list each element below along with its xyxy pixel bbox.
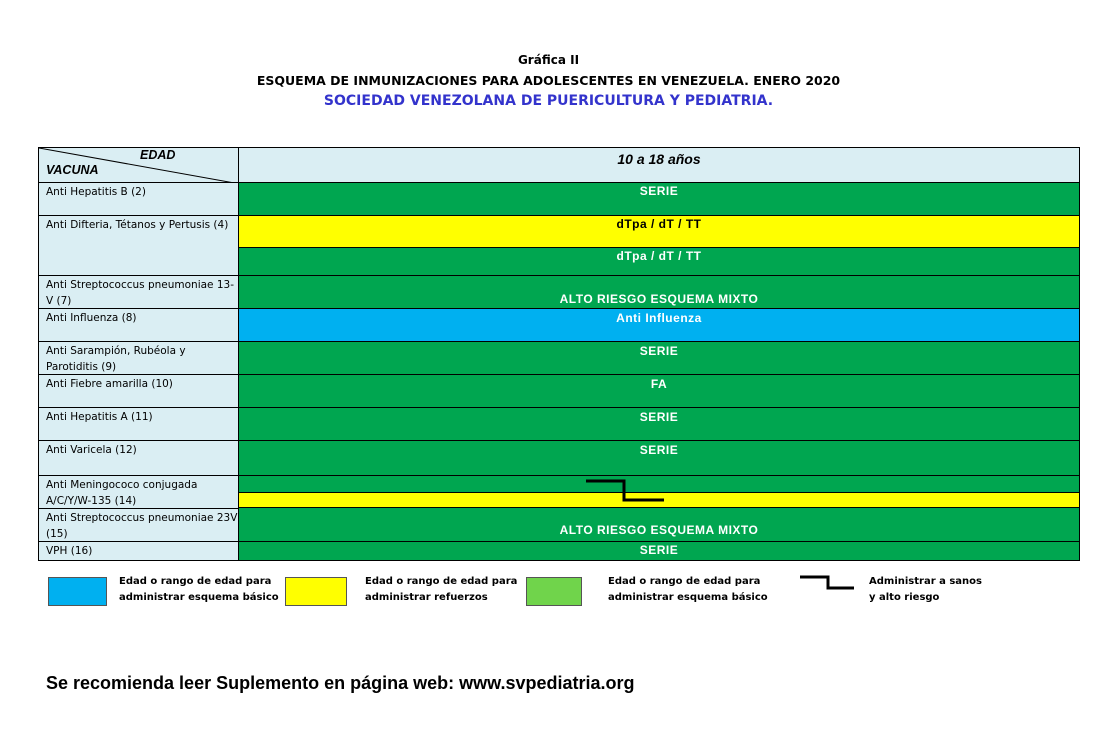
schedule-bar-dtpa-basic: dTpa / dT / TT [238, 247, 1080, 276]
vaccine-label: Anti Streptococcus pneumoniae 13-V (7) [38, 275, 239, 309]
vaccine-label: Anti Fiebre amarilla (10) [38, 374, 239, 408]
legend-text-yellow [365, 574, 517, 606]
vaccine-label: Anti Varicela (12) [38, 440, 239, 476]
schedule-bar-vph: SERIE [238, 541, 1080, 561]
schedule-bar-pneumo-13v: ALTO RIESGO ESQUEMA MIXTO [238, 275, 1080, 309]
schedule-bar-pneumo-23v: ALTO RIESGO ESQUEMA MIXTO [238, 507, 1080, 542]
legend-line: Edad o rango de edad para [119, 576, 272, 587]
legend-step-icon [800, 575, 856, 591]
vaccine-label: Anti Difteria, Tétanos y Pertusis (4) [38, 215, 239, 276]
schedule-bar-yellow-fever: FA [238, 374, 1080, 408]
vaccine-label: Anti Hepatitis A (11) [38, 407, 239, 441]
edad-heading: EDAD [140, 148, 176, 162]
legend-line: Edad o rango de edad para [608, 576, 761, 587]
legend-line: administrar esquema básico [608, 592, 768, 603]
legend-text-step [869, 574, 982, 606]
vacuna-heading: VACUNA [46, 163, 99, 177]
legend-swatch-green [526, 577, 582, 606]
age-range-header: 10 a 18 años [238, 147, 1080, 183]
legend-line: administrar refuerzos [365, 592, 488, 603]
legend-line: administrar esquema básico [119, 592, 279, 603]
vaccine-label: Anti Streptococcus pneumoniae 23V (15) [38, 508, 239, 542]
vaccine-label: Anti Hepatitis B (2) [38, 182, 239, 216]
schedule-bar-influenza: Anti Influenza [238, 308, 1080, 342]
legend-text-blue [119, 574, 279, 606]
schedule-bar-hepatitis-a: SERIE [238, 407, 1080, 441]
figure-label: Gráfica II [517, 53, 580, 67]
vaccine-label: VPH (16) [38, 541, 239, 561]
footer-note: Se recomienda leer Suplemento en página web: www.svpediatria.org [46, 673, 635, 693]
legend-line: Edad o rango de edad para [365, 576, 518, 587]
legend-line: Administrar a sanos [869, 576, 982, 587]
legend-swatch-blue [48, 577, 107, 606]
vaccine-label: Anti Meningococo conjugada A/C/Y/W-135 (14) [38, 475, 239, 509]
vaccine-label: Anti Sarampión, Rubéola y Parotiditis (9) [38, 341, 239, 375]
schedule-bar-varicela: SERIE [238, 440, 1080, 476]
legend-text-green [608, 574, 768, 606]
table-corner [38, 147, 239, 183]
page-title: ESQUEMA DE INMUNIZACIONES PARA ADOLESCENTES EN VENEZUELA. ENERO 2020 [256, 73, 841, 88]
sanos-alto-riesgo-step-icon [586, 479, 666, 503]
vaccine-label: Anti Influenza (8) [38, 308, 239, 342]
society-name: SOCIEDAD VENEZOLANA DE PUERICULTURA Y PEDIATRIA. [323, 93, 774, 109]
schedule-bar-srp: SERIE [238, 341, 1080, 375]
immunization-table [38, 147, 1080, 561]
schedule-bar-dtpa-booster: dTpa / dT / TT [238, 215, 1080, 248]
legend-line: y alto riesgo [869, 592, 940, 603]
schedule-bar-hepatitis-b: SERIE [238, 182, 1080, 216]
legend-swatch-yellow [285, 577, 347, 606]
